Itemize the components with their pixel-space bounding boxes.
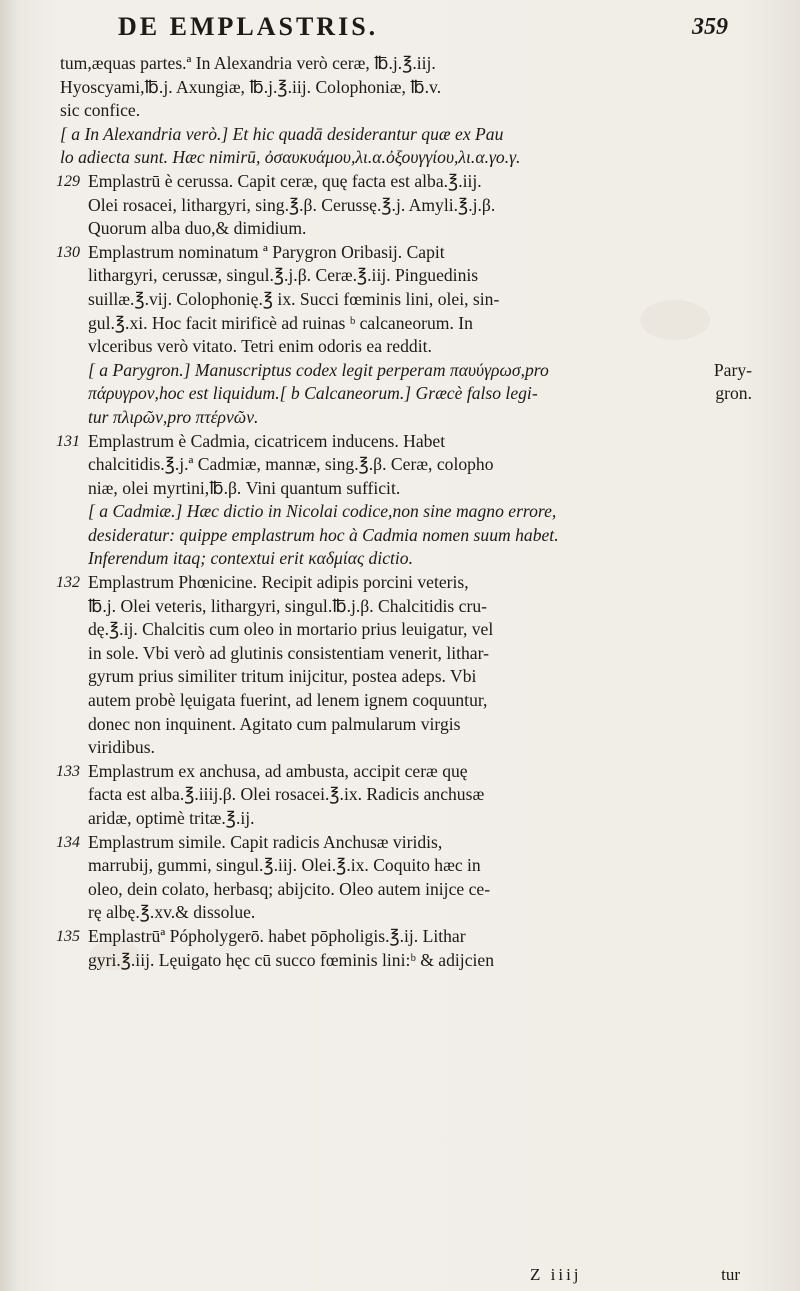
text-line: oleo, dein colato, herbasq; abijcito. Oleo autem inijce ce- — [88, 878, 491, 899]
page-footer — [530, 1265, 740, 1289]
page-number: 359 — [692, 14, 728, 40]
text-line: autem probè lęuigata fuerint, ad lenem ignem coquuntur, — [88, 690, 488, 711]
text-line: Emplastrum simile. Capit radicis Anchusæ viridis, — [88, 831, 443, 852]
text-line: facta est alba.℥.iiij.β. Olei rosacei.℥.ix. Radicis anchusæ — [88, 784, 485, 805]
entry-number: 133 — [56, 762, 80, 780]
text-line: dę.℥.ij. Chalcitis cum oleo in mortario prius leuigatur, vel — [88, 619, 494, 640]
entry-number: 131 — [56, 432, 80, 450]
text-line: vlceribus verò vitato. Tetri enim odoris ea reddit. — [88, 336, 432, 357]
text-line: suillæ.℥.vij. Colophonię.℥ ix. Succi fœminis lini, olei, sin- — [88, 288, 500, 309]
text-line: Emplastrum nominatum ª Parygron Oribasij. Capit — [88, 241, 445, 262]
text-line: Emplastrum ex anchusa, ad ambusta, accipit ceræ quę — [88, 760, 468, 781]
text-line: Quorum alba duo,& dimidium. — [88, 218, 307, 239]
catchword: tur — [721, 1265, 740, 1284]
running-head: DE EMPLASTRIS. — [118, 12, 379, 41]
recipe-entry — [56, 571, 750, 760]
page-header — [118, 12, 728, 46]
recipe-entry — [56, 430, 750, 572]
text-line: Emplastrūª Pópholygerō. habet pōpholigis.℥.ij. Lithar — [88, 925, 466, 946]
text-line: sic confice. — [60, 100, 141, 121]
recipe-entry — [56, 170, 750, 241]
text-line: marrubij, gummi, singul.℥.iij. Olei.℥.ix. Coquito hæc in — [88, 855, 481, 876]
text-body — [56, 52, 752, 972]
entry-number: 130 — [56, 243, 80, 261]
entry-number: 135 — [56, 927, 80, 945]
annotation-line: [ a In Alexandria verò.] Et hic quadā desiderantur quæ ex Pau — [60, 123, 504, 144]
annotation-line: πάρυγρον,hoc est liquidum.[ b Calcaneorum.] Græcè falso legi- — [88, 383, 538, 404]
annotation-line: Inferendum itaq; contextui erit καδμίας dictio. — [88, 548, 414, 569]
recipe-entry — [56, 925, 750, 972]
recipe-entry — [56, 241, 752, 430]
signature-mark: Z iiij — [530, 1265, 582, 1284]
entry-number: 134 — [56, 833, 80, 851]
text-line: aridæ, optimè tritæ.℥.ij. — [88, 808, 255, 828]
text-line: chalcitidis.℥.j.ª Cadmiæ, mannæ, sing.℥.β. Ceræ, colopho — [88, 454, 494, 475]
text-line: rę albę.℥.xv.& dissolue. — [88, 902, 256, 923]
text-line: Emplastrum Phœnicine. Recipit adipis porcini veteris, — [88, 572, 469, 593]
text-line: gyrum prius similiter tritum inijcitur, postea adeps. Vbi — [88, 666, 477, 687]
text-line: ℔.j. Olei veteris, lithargyri, singul.℔.j.β. Chalcitidis cru- — [88, 595, 487, 616]
text-line: Emplastrū è cerussa. Capit ceræ, quę facta est alba.℥.iij. — [88, 170, 482, 191]
entry-number: 129 — [56, 172, 80, 190]
continued-entry — [60, 52, 750, 170]
text-line: lithargyri, cerussæ, singul.℥.j.β. Ceræ.℥.iij. Pinguedinis — [88, 265, 479, 286]
text-line: gyri.℥.iij. Lęuigato hęc cū succo fœminis lini:ᵇ & adijcien — [88, 949, 494, 970]
margin-note: gron. — [715, 383, 752, 404]
entry-number: 132 — [56, 574, 80, 592]
recipe-entries — [56, 170, 752, 972]
annotation-line: [ a Parygron.] Manuscriptus codex legit perperam παυύγρωσ,pro — [88, 359, 549, 380]
text-line: viridibus. — [88, 737, 155, 758]
text-line: donec non inquinent. Agitato cum palmularum virgis — [88, 713, 461, 734]
recipe-entry — [56, 760, 750, 831]
text-line: in sole. Vbi verò ad glutinis consistentiam venerit, lithar- — [88, 642, 489, 663]
text-line: niæ, olei myrtini,℔.β. Vini quantum sufficit. — [88, 477, 401, 498]
annotation-line: [ a Cadmiæ.] Hæc dictio in Nicolai codice,non sine magno errore, — [88, 501, 557, 522]
annotation-line: tur πλιρῶν,pro πτέρνῶν. — [88, 406, 259, 427]
text-line: Hyoscyami,℔.j. Axungiæ, ℔.j.℥.iij. Colophoniæ, ℔.v. — [60, 76, 442, 97]
annotation-line: lo adiecta sunt. Hæc nimirū, ὀσαυκυάμου,λι.α.ὀξουγγίου,λι.α.γο.γ. — [60, 147, 521, 168]
text-line: tum,æquas partes.ª In Alexandria verò ceræ, ℔.j.℥.iij. — [60, 53, 436, 73]
annotation-line: desideratur: quippe emplastrum hoc à Cadmia nomen suum habet. — [88, 524, 559, 545]
margin-note: Pary- — [713, 359, 752, 380]
text-line: Olei rosacei, lithargyri, sing.℥.β. Cerussę.℥.j. Amyli.℥.j.β. — [88, 194, 496, 215]
recipe-entry — [56, 831, 750, 925]
text-line: Emplastrum è Cadmia, cicatricem inducens. Habet — [88, 430, 446, 451]
text-line: gul.℥.xi. Hoc facit mirificè ad ruinas ᵇ calcaneorum. In — [88, 312, 473, 333]
